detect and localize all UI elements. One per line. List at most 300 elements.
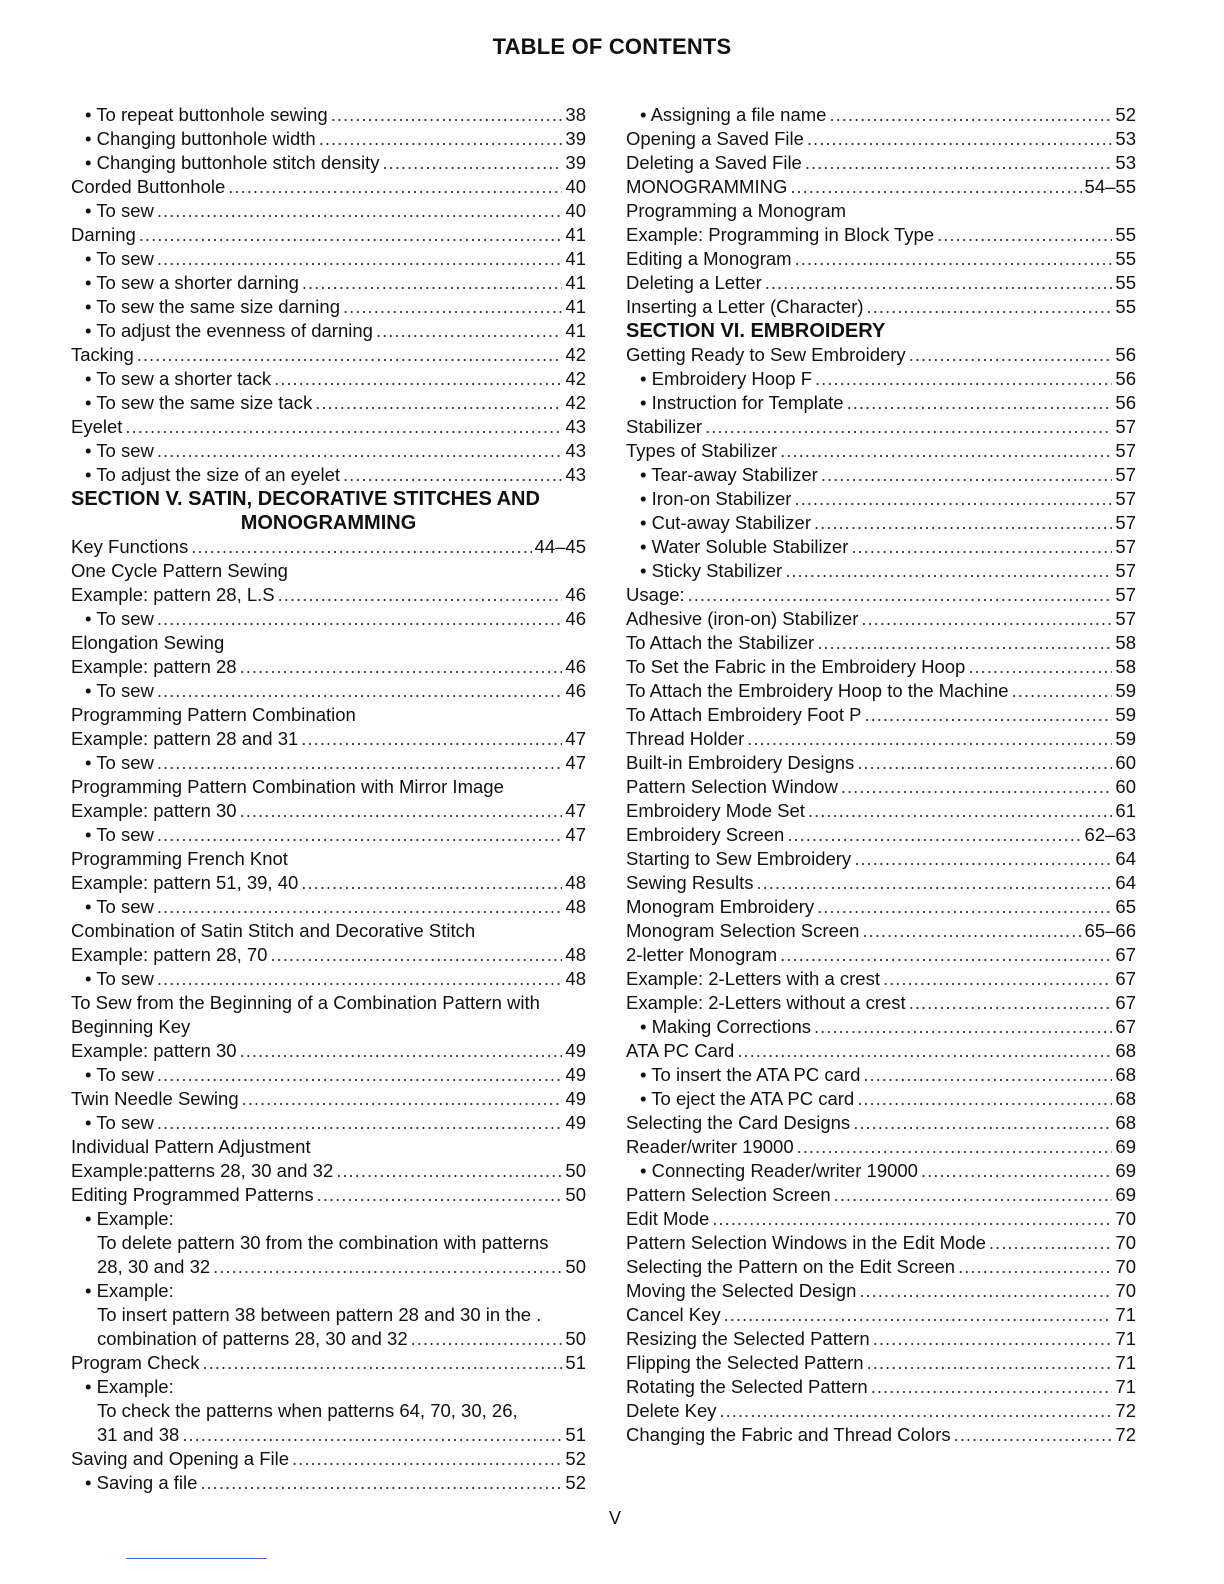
toc-entry-label: • Instruction for Template: [640, 392, 844, 413]
toc-entry-label: Example: 2-Letters with a crest: [626, 968, 880, 989]
toc-column-right: [626, 103, 1136, 1447]
toc-entry-label: To Attach Embroidery Foot P: [626, 704, 862, 725]
toc-entry-label: Pattern Selection Screen: [626, 1184, 831, 1205]
toc-entry-page: 64: [1115, 848, 1136, 869]
toc-entry-label: To Attach the Stabilizer: [626, 632, 815, 653]
toc-entry: [626, 631, 1136, 655]
dot-leader: [242, 1087, 563, 1111]
toc-entry-label: 28, 30 and 32: [97, 1256, 211, 1277]
toc-entry: [626, 343, 1136, 367]
dot-leader: [1012, 679, 1113, 703]
toc-entry: [626, 895, 1136, 919]
dot-leader: [213, 1255, 562, 1279]
toc-entry: [626, 415, 1136, 439]
dot-leader: [785, 559, 1112, 583]
toc-entry: [626, 775, 1136, 799]
dot-leader: [862, 919, 1081, 943]
toc-entry: [626, 583, 1136, 607]
toc-entry: [626, 727, 1136, 751]
dot-leader: [737, 1039, 1112, 1063]
dot-leader: [200, 1471, 562, 1495]
dot-leader: [921, 1159, 1112, 1183]
toc-entry: [626, 703, 1136, 727]
toc-entry-page: 70: [1115, 1280, 1136, 1301]
toc-entry-page: 55: [1115, 272, 1136, 293]
toc-entry-page: 50: [565, 1160, 586, 1181]
toc-entry: [71, 1183, 586, 1207]
toc-entry: [71, 727, 586, 751]
toc-entry-page: 69: [1115, 1184, 1136, 1205]
toc-entry: [626, 1063, 1136, 1087]
toc-entry-page: 41: [565, 296, 586, 317]
toc-entry-page: 41: [565, 272, 586, 293]
toc-entry-page: 47: [565, 752, 586, 773]
page-number: V: [608, 1508, 621, 1528]
toc-entry-page: 56: [1115, 392, 1136, 413]
toc-entry-page: 68: [1115, 1088, 1136, 1109]
toc-entry: [71, 1063, 586, 1087]
toc-entry: [626, 607, 1136, 631]
toc-entry: [71, 1471, 586, 1495]
dot-leader: [821, 463, 1113, 487]
toc-entry-page: 48: [565, 872, 586, 893]
toc-entry-page: 58: [1115, 632, 1136, 653]
toc-entry-label: • To adjust the size of an eyelet: [85, 464, 341, 485]
toc-entry-page: 67: [1115, 944, 1136, 965]
toc-entry: [71, 1447, 586, 1471]
toc-entry-label: • Saving a file: [85, 1472, 198, 1493]
toc-entry-label: Example: pattern 51, 39, 40: [71, 872, 299, 893]
toc-entry: [626, 1039, 1136, 1063]
dot-leader: [851, 535, 1112, 559]
toc-entry-page: 71: [1115, 1376, 1136, 1397]
toc-entry-label: Thread Holder: [626, 728, 745, 749]
toc-entry-label: 2-letter Monogram: [626, 944, 778, 965]
toc-entry-label: • Changing buttonhole stitch density: [85, 152, 380, 173]
toc-entry: [626, 511, 1136, 535]
toc-entry: [71, 655, 586, 679]
toc-entry-page: 48: [565, 968, 586, 989]
toc-entry: [626, 919, 1136, 943]
toc-entry-label: Stabilizer: [626, 416, 703, 437]
divider-line: [126, 1558, 267, 1559]
toc-entry: [71, 751, 586, 775]
toc-entry-label: Corded Buttonhole: [71, 176, 226, 197]
toc-entry: [626, 175, 1136, 199]
dot-leader: [228, 175, 562, 199]
dot-leader: [867, 295, 1113, 319]
toc-entry-label: ATA PC Card: [626, 1040, 735, 1061]
toc-entry-page: 42: [565, 344, 586, 365]
toc-entry: [71, 967, 586, 991]
dot-leader: [909, 343, 1113, 367]
toc-entry-label: Resizing the Selected Pattern: [626, 1328, 870, 1349]
dot-leader: [780, 439, 1112, 463]
toc-entry: [626, 463, 1136, 487]
toc-entry-label: Usage:: [626, 584, 685, 605]
toc-entry-page: 46: [565, 608, 586, 629]
toc-entry-label: • To sew: [85, 680, 154, 701]
dot-leader: [240, 1039, 563, 1063]
toc-entry-label: Key Functions: [71, 536, 189, 557]
toc-entry-label: Monogram Embroidery: [626, 896, 815, 917]
dot-leader: [859, 1279, 1112, 1303]
toc-entry-label: Example: pattern 28 and 31: [71, 728, 299, 749]
toc-entry-label: • Sticky Stabilizer: [640, 560, 783, 581]
toc-entry-label: • To insert the ATA PC card: [640, 1064, 861, 1085]
dot-leader: [317, 1183, 563, 1207]
toc-entry-label: Example: 2-Letters without a crest: [626, 992, 906, 1013]
toc-entry: [71, 1255, 586, 1279]
toc-entry: [626, 823, 1136, 847]
toc-entry-page: 69: [1115, 1160, 1136, 1181]
toc-heading: To Sew from the Beginning of a Combination Pattern with: [71, 992, 540, 1013]
toc-entry-page: 60: [1115, 776, 1136, 797]
dot-leader: [157, 967, 563, 991]
toc-entry-page: 57: [1115, 488, 1136, 509]
toc-entry: [626, 1015, 1136, 1039]
toc-entry: [626, 1279, 1136, 1303]
toc-entry: [71, 799, 586, 823]
toc-entry: [626, 655, 1136, 679]
dot-leader: [157, 199, 563, 223]
toc-entry-page: 51: [565, 1352, 586, 1373]
dot-leader: [240, 655, 563, 679]
toc-entry-label: Reader/writer 19000: [626, 1136, 794, 1157]
dot-leader: [157, 1063, 563, 1087]
toc-entry-page: 57: [1115, 560, 1136, 581]
toc-entry-label: • To sew the same size tack: [85, 392, 313, 413]
toc-entry-label: • Iron-on Stabilizer: [640, 488, 792, 509]
toc-entry-label: Monogram Selection Screen: [626, 920, 860, 941]
toc-entry-label: Eyelet: [71, 416, 123, 437]
dot-leader: [815, 367, 1112, 391]
toc-heading: Beginning Key: [71, 1016, 191, 1037]
toc-entry-label: Tacking: [71, 344, 134, 365]
toc-entry-page: 39: [565, 128, 586, 149]
toc-heading: • Example:: [85, 1280, 174, 1301]
toc-entry-label: Selecting the Pattern on the Edit Screen: [626, 1256, 956, 1277]
dot-leader: [331, 103, 563, 127]
toc-entry-label: Example:patterns 28, 30 and 32: [71, 1160, 334, 1181]
toc-entry: [626, 1231, 1136, 1255]
toc-entry: [71, 871, 586, 895]
toc-entry-page: 43: [565, 464, 586, 485]
toc-column-left: [71, 103, 586, 1495]
toc-entry-page: 67: [1115, 1016, 1136, 1037]
dot-leader: [336, 1159, 562, 1183]
toc-entry: [626, 559, 1136, 583]
toc-heading: Programming Pattern Combination: [71, 704, 356, 725]
toc-entry: [626, 439, 1136, 463]
toc-entry-page: 49: [565, 1112, 586, 1133]
toc-entry: [626, 799, 1136, 823]
dot-leader: [829, 103, 1112, 127]
toc-entry-label: • To sew the same size darning: [85, 296, 340, 317]
toc-heading: • Example:: [85, 1208, 174, 1229]
section-heading: MONOGRAMMING: [240, 512, 417, 534]
dot-leader: [863, 1063, 1112, 1087]
toc-entry-label: • To sew: [85, 896, 154, 917]
toc-entry: [71, 175, 586, 199]
dot-leader: [712, 1207, 1112, 1231]
toc-entry-page: 48: [565, 896, 586, 917]
toc-entry-page: 46: [565, 656, 586, 677]
dot-leader: [292, 1447, 562, 1471]
toc-entry-label: Starting to Sew Embroidery: [626, 848, 852, 869]
toc-entry-page: 42: [565, 392, 586, 413]
dot-leader: [343, 295, 562, 319]
dot-leader: [724, 1303, 1113, 1327]
toc-entry-label: 31 and 38: [97, 1424, 180, 1445]
toc-entry: [71, 103, 586, 127]
toc-entry-label: Embroidery Mode Set: [626, 800, 805, 821]
toc-entry: [626, 967, 1136, 991]
toc-entry-label: Twin Needle Sewing: [71, 1088, 239, 1109]
dot-leader: [688, 583, 1113, 607]
toc-entry-label: Cancel Key: [626, 1304, 721, 1325]
toc-entry-page: 65: [1115, 896, 1136, 917]
toc-entry-page: 40: [565, 176, 586, 197]
toc-entry-label: Built-in Embroidery Designs: [626, 752, 855, 773]
toc-entry-page: 57: [1115, 464, 1136, 485]
dot-leader: [139, 223, 563, 247]
toc-entry-page: 41: [565, 320, 586, 341]
toc-entry-page: 42: [565, 368, 586, 389]
dot-leader: [790, 175, 1081, 199]
toc-heading: Programming Pattern Combination with Mirror Image: [71, 776, 504, 797]
dot-leader: [787, 823, 1081, 847]
toc-entry-label: Saving and Opening a File: [71, 1448, 290, 1469]
toc-entry-label: MONOGRAMMING: [626, 176, 788, 197]
toc-entry-page: 47: [565, 824, 586, 845]
toc-entry: [626, 367, 1136, 391]
toc-heading: To insert pattern 38 between pattern 28 and 30 in the .: [97, 1304, 542, 1325]
toc-entry: [71, 151, 586, 175]
toc-entry-label: • To sew: [85, 1112, 154, 1133]
toc-heading: • Example:: [85, 1376, 174, 1397]
toc-entry-label: Types of Stabilizer: [626, 440, 778, 461]
toc-entry: [626, 751, 1136, 775]
toc-entry-page: 43: [565, 416, 586, 437]
toc-entry-page: 67: [1115, 968, 1136, 989]
toc-entry: [71, 535, 586, 559]
dot-leader: [343, 463, 562, 487]
toc-entry-label: Pattern Selection Windows in the Edit Mode: [626, 1232, 986, 1253]
dot-leader: [841, 775, 1113, 799]
toc-entry-page: 68: [1115, 1040, 1136, 1061]
toc-entry: [71, 271, 586, 295]
toc-entry: [71, 583, 586, 607]
toc-entry: [71, 1351, 586, 1375]
toc-entry-label: • To sew: [85, 1064, 154, 1085]
toc-entry: [71, 607, 586, 631]
dot-leader: [854, 847, 1112, 871]
toc-entry-page: 70: [1115, 1232, 1136, 1253]
toc-entry: [626, 391, 1136, 415]
toc-entry-page: 72: [1115, 1424, 1136, 1445]
toc-entry-label: Sewing Results: [626, 872, 754, 893]
toc-entry: [626, 679, 1136, 703]
dot-leader: [411, 1327, 563, 1351]
dot-leader: [157, 679, 563, 703]
toc-heading: Elongation Sewing: [71, 632, 225, 653]
toc-entry: [626, 1159, 1136, 1183]
section-heading: SECTION V. SATIN, DECORATIVE STITCHES AND: [71, 488, 540, 510]
toc-entry-page: 43: [565, 440, 586, 461]
toc-entry-page: 59: [1115, 704, 1136, 725]
toc-entry-label: • To sew: [85, 200, 154, 221]
toc-entry-page: 55: [1115, 224, 1136, 245]
dot-leader: [191, 535, 531, 559]
toc-entry-label: • Assigning a file name: [640, 104, 827, 125]
toc-entry: [626, 847, 1136, 871]
toc-entry-page: 54–55: [1084, 176, 1136, 197]
toc-entry-page: 48: [565, 944, 586, 965]
dot-leader: [808, 799, 1113, 823]
toc-heading: Programming a Monogram: [626, 200, 847, 221]
toc-entry: [626, 1375, 1136, 1399]
toc-entry-label: • To repeat buttonhole sewing: [85, 104, 328, 125]
toc-entry-label: Example: pattern 30: [71, 800, 237, 821]
toc-entry-page: 44–45: [534, 536, 586, 557]
dot-leader: [834, 1183, 1113, 1207]
toc-entry-page: 71: [1115, 1328, 1136, 1349]
toc-entry: [626, 1183, 1136, 1207]
toc-entry-label: Delete Key: [626, 1400, 717, 1421]
toc-heading: To delete pattern 30 from the combination with patterns: [97, 1232, 549, 1253]
toc-entry: [626, 271, 1136, 295]
dot-leader: [817, 895, 1112, 919]
toc-entry-label: Getting Ready to Sew Embroidery: [626, 344, 906, 365]
dot-leader: [857, 1087, 1112, 1111]
dot-leader: [805, 151, 1113, 175]
dot-leader: [814, 511, 1112, 535]
toc-entry-label: • To sew: [85, 440, 154, 461]
toc-entry-page: 47: [565, 800, 586, 821]
toc-entry-page: 67: [1115, 992, 1136, 1013]
toc-entry-page: 59: [1115, 728, 1136, 749]
dot-leader: [301, 871, 562, 895]
dot-leader: [157, 607, 563, 631]
toc-entry-page: 51: [565, 1424, 586, 1445]
toc-entry: [626, 1255, 1136, 1279]
toc-entry-label: Inserting a Letter (Character): [626, 296, 864, 317]
toc-entry-page: 60: [1115, 752, 1136, 773]
toc-entry-label: Deleting a Letter: [626, 272, 762, 293]
toc-entry: [71, 295, 586, 319]
dot-leader: [968, 655, 1112, 679]
toc-entry-label: • Tear-away Stabilizer: [640, 464, 818, 485]
dot-leader: [157, 823, 563, 847]
dot-leader: [382, 151, 562, 175]
toc-entry-label: • To eject the ATA PC card: [640, 1088, 855, 1109]
toc-heading: Programming French Knot: [71, 848, 288, 869]
toc-entry-page: 46: [565, 584, 586, 605]
toc-entry: [71, 463, 586, 487]
toc-heading: To check the patterns when patterns 64, 70, 30, 26,: [97, 1400, 518, 1421]
toc-entry-label: Darning: [71, 224, 136, 245]
toc-entry-page: 50: [565, 1328, 586, 1349]
toc-entry-page: 61: [1115, 800, 1136, 821]
toc-entry: [626, 1423, 1136, 1447]
toc-entry: [71, 223, 586, 247]
dot-leader: [795, 247, 1113, 271]
toc-entry-page: 50: [565, 1256, 586, 1277]
toc-entry-page: 68: [1115, 1064, 1136, 1085]
toc-entry-page: 70: [1115, 1208, 1136, 1229]
dot-leader: [958, 1255, 1112, 1279]
toc-entry-page: 58: [1115, 656, 1136, 677]
toc-entry-page: 57: [1115, 608, 1136, 629]
toc-entry-label: Example: Programming in Block Type: [626, 224, 935, 245]
toc-entry-label: Deleting a Saved File: [626, 152, 802, 173]
toc-entry-label: • Changing buttonhole width: [85, 128, 316, 149]
dot-leader: [873, 1327, 1113, 1351]
dot-leader: [867, 1351, 1113, 1375]
toc-entry-label: • To sew: [85, 824, 154, 845]
toc-heading: One Cycle Pattern Sewing: [71, 560, 288, 581]
dot-leader: [137, 343, 563, 367]
toc-entry: [626, 991, 1136, 1015]
dot-leader: [157, 751, 563, 775]
dot-leader: [315, 391, 562, 415]
toc-entry-page: 52: [565, 1448, 586, 1469]
dot-leader: [747, 727, 1112, 751]
toc-entry: [626, 1399, 1136, 1423]
toc-entry-label: Example: pattern 28: [71, 656, 237, 677]
toc-entry: [626, 151, 1136, 175]
toc-entry-label: To Set the Fabric in the Embroidery Hoop: [626, 656, 966, 677]
toc-entry-label: Editing Programmed Patterns: [71, 1184, 314, 1205]
toc-entry-page: 53: [1115, 152, 1136, 173]
toc-entry-page: 56: [1115, 368, 1136, 389]
dot-leader: [861, 607, 1112, 631]
toc-entry: [626, 1111, 1136, 1135]
dot-leader: [765, 271, 1113, 295]
toc-entry: [71, 391, 586, 415]
toc-entry-page: 55: [1115, 248, 1136, 269]
toc-entry-page: 71: [1115, 1352, 1136, 1373]
toc-entry-page: 64: [1115, 872, 1136, 893]
toc-entry: [626, 1135, 1136, 1159]
toc-entry: [626, 247, 1136, 271]
toc-heading: Individual Pattern Adjustment: [71, 1136, 311, 1157]
toc-entry-label: • Embroidery Hoop F: [640, 368, 813, 389]
toc-entry: [71, 1327, 586, 1351]
toc-entry-page: 70: [1115, 1256, 1136, 1277]
toc-entry: [626, 295, 1136, 319]
toc-entry-page: 49: [565, 1064, 586, 1085]
toc-entry-page: 52: [1115, 104, 1136, 125]
toc-entry-page: 50: [565, 1184, 586, 1205]
dot-leader: [203, 1351, 563, 1375]
toc-entry: [626, 871, 1136, 895]
toc-entry: [71, 415, 586, 439]
toc-entry-label: • To adjust the evenness of darning: [85, 320, 373, 341]
dot-leader: [270, 943, 562, 967]
toc-entry-label: Pattern Selection Window: [626, 776, 838, 797]
dot-leader: [853, 1111, 1112, 1135]
toc-entry: [71, 1159, 586, 1183]
toc-entry-page: 41: [565, 224, 586, 245]
toc-entry-page: 40: [565, 200, 586, 221]
toc-entry-page: 57: [1115, 440, 1136, 461]
toc-entry: [71, 439, 586, 463]
toc-entry-label: • Making Corrections: [640, 1016, 811, 1037]
toc-entry: [71, 1087, 586, 1111]
toc-entry-page: 71: [1115, 1304, 1136, 1325]
